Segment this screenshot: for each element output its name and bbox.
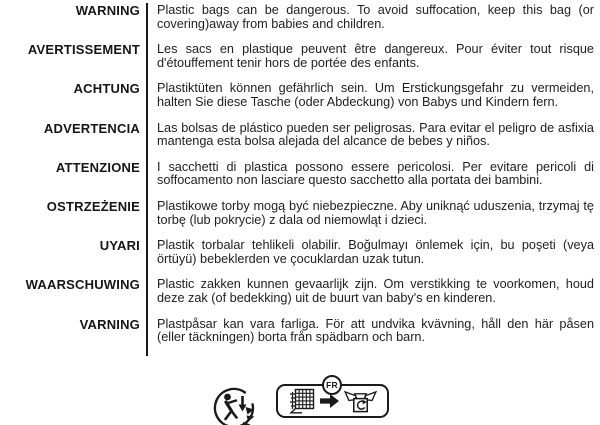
warning-row bbox=[0, 122, 600, 149]
warning-row bbox=[0, 4, 600, 31]
language-label: UYARI bbox=[99, 238, 140, 254]
warning-text: I sacchetti di plastica possono essere pericolosi. Per evitare pericoli di soffocamento non lasciare questo sacchetto alla portata dei bambini. bbox=[157, 159, 594, 188]
fr-badge-label: FR bbox=[326, 380, 338, 390]
warning-text: Plastikowe torby mogą być niebezpieczne. Aby uniknąć uduszenia, trzymaj tę torbę (lub pokrycie) z dala od niemowląt i dzieci. bbox=[157, 198, 594, 227]
language-label: ADVERTENCIA bbox=[43, 120, 140, 136]
language-label: VARNING bbox=[79, 316, 140, 332]
recycling-box-icon bbox=[344, 389, 377, 414]
language-label: ATTENZIONE bbox=[55, 159, 140, 175]
language-label: ACHTUNG bbox=[73, 81, 140, 97]
language-label: WARNING bbox=[75, 3, 140, 18]
warning-text: Plastic zakken kunnen gevaarlijk zijn. Om verstikking te voorkomen, houd deze zak (of bedekking) uit de buurt van baby's en kinderen. bbox=[157, 277, 594, 305]
warning-row bbox=[0, 82, 600, 109]
info-tri-panel bbox=[276, 380, 389, 418]
warning-row bbox=[0, 318, 600, 345]
warning-text: Les sacs en plastique peuvent être dangereux. Pour éviter tout risque d'étouffement tenir hors de portée des enfants. bbox=[157, 42, 594, 70]
warning-text: Plastic bags can be dangerous. To avoid suffocation, keep this bag (or covering)away from babies and children. bbox=[157, 3, 594, 31]
warning-row bbox=[0, 239, 600, 266]
recycling-icons-row bbox=[0, 379, 600, 425]
warning-text: Plastpåsar kan vara farliga. För att undvika kvävning, håll den här påsen (eller täckningen) borta från spädbarn och barn. bbox=[157, 316, 594, 345]
arrow-right-icon bbox=[320, 394, 339, 408]
warning-rows bbox=[0, 4, 600, 357]
warning-row bbox=[0, 200, 600, 227]
warning-text: Plastiktüten können gefährlich sein. Um Erstickungsgefahr zu vermeiden, halten Sie diese Tasche (oder Abdeckung) von Babys und Kindern fern. bbox=[157, 81, 594, 109]
warning-text: Las bolsas de plástico pueden ser peligrosas. Para evitar el peligro de asfixia mantenga esta bolsa alejada del alcance de bebes y niños. bbox=[157, 120, 594, 149]
fr-badge bbox=[322, 375, 342, 395]
warning-text: Plastik torbalar tehlikeli olabilir. Boğulmayı önlemek için, bu poşeti (veya örtüyü) bebeklerden ve çocuklardan uzak tutun. bbox=[157, 238, 594, 266]
warning-row bbox=[0, 161, 600, 188]
language-label: OSTRZEŻENIE bbox=[46, 198, 140, 214]
warning-row bbox=[0, 43, 600, 70]
plastic-film-icon bbox=[288, 388, 315, 414]
language-label: WAARSCHUWING bbox=[25, 277, 140, 293]
triman-logo-icon bbox=[212, 385, 258, 425]
warning-row bbox=[0, 278, 600, 305]
language-label: AVERTISSEMENT bbox=[27, 42, 140, 58]
